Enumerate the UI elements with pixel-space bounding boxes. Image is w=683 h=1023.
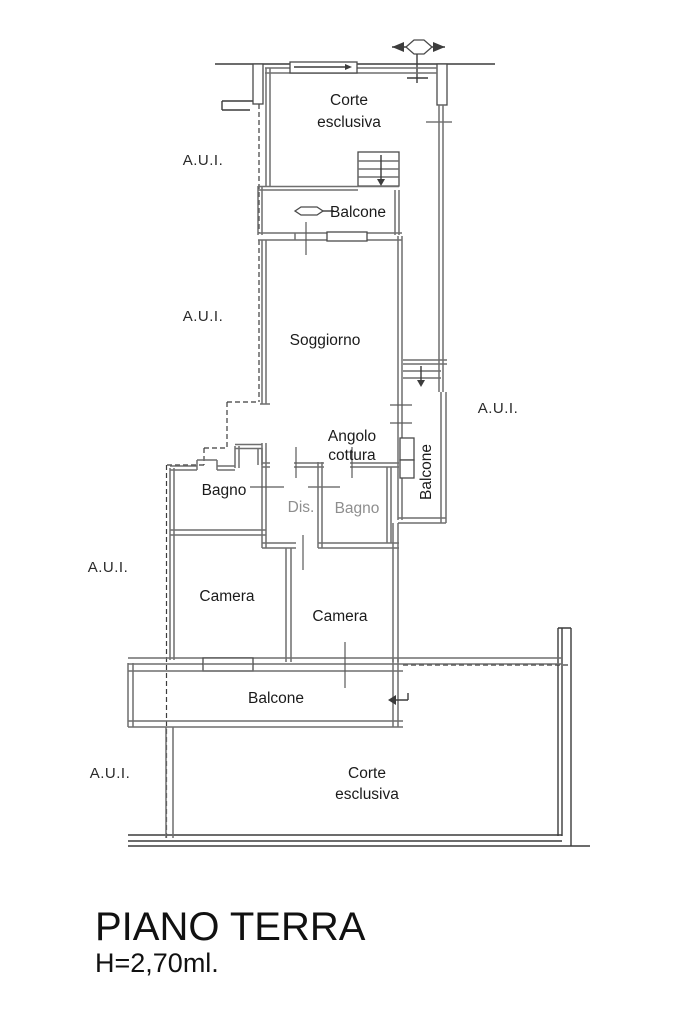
room-label-angolo-1: Angolo <box>327 428 377 445</box>
soggiorno-walls <box>258 222 402 520</box>
room-label-corte-top-1: Corte <box>330 92 368 109</box>
room-label-camera-right: Camera <box>312 608 368 625</box>
aui-label-mid-left: A.U.I. <box>182 308 224 325</box>
title-block <box>95 905 366 978</box>
room-label-bagno-left: Bagno <box>201 482 247 499</box>
bath-block-walls <box>170 443 399 660</box>
bottom-walls <box>128 642 562 838</box>
room-label-corte-bottom-2: esclusiva <box>335 786 399 803</box>
room-label-balcone-right: Balcone <box>418 443 435 501</box>
aui-label-bottom-left: A.U.I. <box>89 765 131 782</box>
aui-label-right: A.U.I. <box>477 400 519 417</box>
room-label-soggiorno: Soggiorno <box>289 332 361 349</box>
room-label-balcone-bottom: Balcone <box>247 690 305 707</box>
room-label-camera-left: Camera <box>199 588 255 605</box>
window-swing-icon <box>295 207 334 215</box>
room-label-angolo-2: cottura <box>328 447 376 464</box>
aui-label-left-lower: A.U.I. <box>87 559 129 576</box>
room-label-bagno-right: Bagno <box>334 500 380 517</box>
stairs-top <box>358 152 399 186</box>
room-label-corte-top-2: esclusiva <box>317 114 381 131</box>
floor-title: PIANO TERRA <box>95 905 366 949</box>
floor-height-note: H=2,70ml. <box>95 948 219 978</box>
room-label-dis: Dis. <box>287 499 315 516</box>
aui-label-top-left: A.U.I. <box>182 152 224 169</box>
room-label-balcone-top: Balcone <box>329 204 387 221</box>
room-label-corte-bottom-1: Corte <box>348 765 386 782</box>
